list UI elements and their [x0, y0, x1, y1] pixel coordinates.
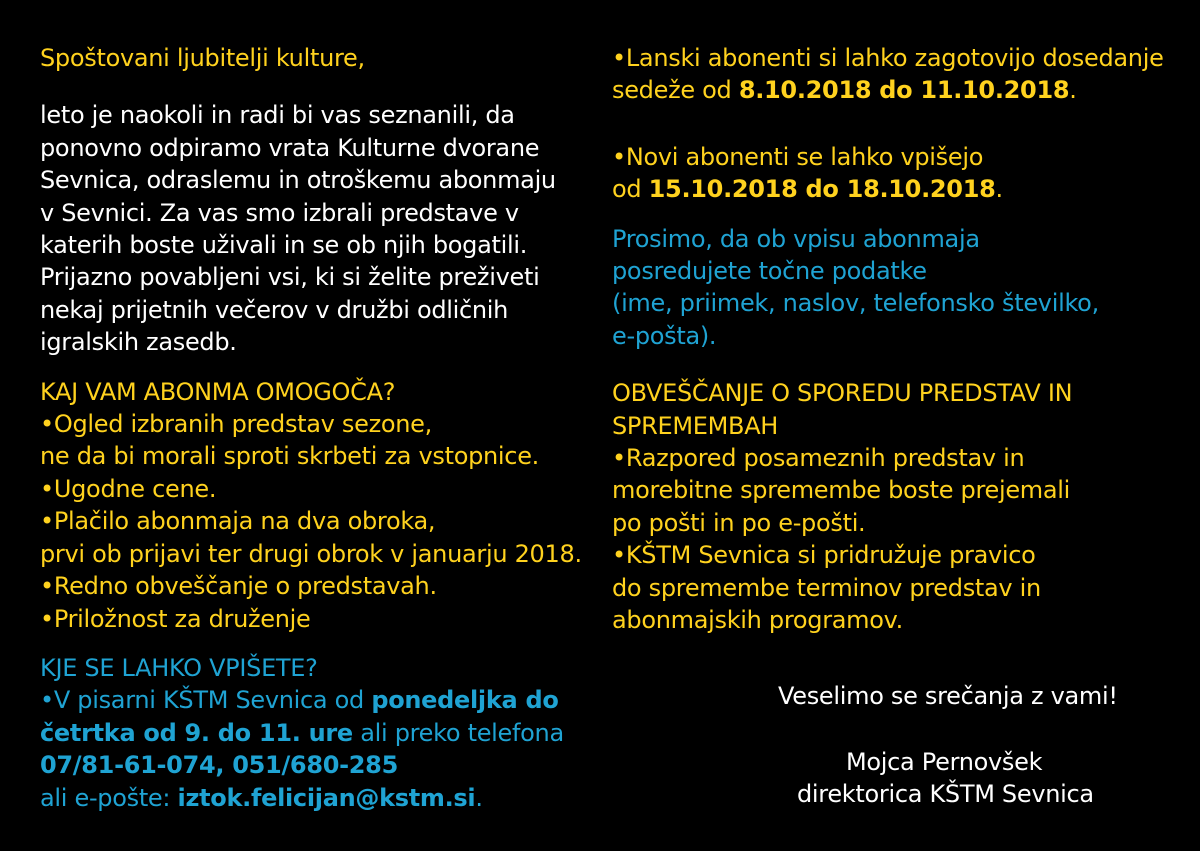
- signature-title: direktorica KŠTM Sevnica: [797, 780, 1094, 808]
- intro-line: v Sevnici. Za vas smo izbrali predstave v: [40, 198, 519, 227]
- prev-subscribers-text: sedeže od: [612, 76, 739, 105]
- intro-line: igralskih zasedb.: [40, 328, 237, 357]
- request-line: Prosimo, da ob vpisu abonmaja: [612, 224, 980, 253]
- notice-item: po pošti in po e-pošti.: [612, 508, 866, 537]
- notice-item: do spremembe terminov predstav in: [612, 573, 1041, 602]
- new-subscribers-text: .: [995, 175, 1003, 204]
- prev-subscribers-dates: 8.10.2018 do 11.10.2018: [738, 76, 1070, 105]
- left-column: [40, 42, 600, 814]
- signup-days: ponedeljka do: [371, 686, 559, 715]
- benefit-item: •Priložnost za druženje: [40, 604, 311, 633]
- notice-heading: OBVEŠČANJE O SPOREDU PREDSTAV IN: [612, 379, 1073, 408]
- prev-subscribers-text: .: [1069, 76, 1077, 105]
- benefit-item: •Ugodne cene.: [40, 474, 217, 503]
- benefit-item: •Plačilo abonmaja na dva obroka,: [40, 507, 436, 536]
- notice-item: •Razpored posameznih predstav in: [612, 444, 1025, 473]
- signature-name: Mojca Pernovšek: [846, 748, 1043, 776]
- signup-text: .: [475, 783, 483, 812]
- signup-text: ali e-pošte:: [40, 783, 178, 812]
- right-column: [612, 42, 1172, 637]
- signup-line: [40, 749, 600, 781]
- signup-hours: četrtka od 9. do 11. ure: [40, 718, 353, 747]
- new-subscribers-text: od: [612, 175, 649, 204]
- benefit-item: •Ogled izbranih predstav sezone,: [40, 410, 432, 439]
- intro-line: nekaj prijetnih večerov v družbi odličnih: [40, 295, 509, 324]
- signup-section: [40, 652, 600, 814]
- intro-line: Prijazno povabljeni vsi, ki si želite preživeti: [40, 263, 540, 292]
- signup-text: ali preko telefona: [352, 718, 564, 747]
- new-subscribers-line: [612, 173, 1172, 205]
- new-subscribers: [612, 141, 1172, 206]
- benefits-section: [40, 376, 600, 635]
- prev-subscribers: [612, 42, 1172, 107]
- signup-line: [40, 782, 600, 814]
- signup-text: •V pisarni KŠTM Sevnica od: [40, 686, 372, 715]
- notice-item: •KŠTM Sevnica si pridružuje pravico: [612, 541, 1036, 570]
- prev-subscribers-line: [612, 74, 1172, 106]
- intro-line: leto je naokoli in radi bi vas seznanili, da: [40, 101, 515, 130]
- intro-line: ponovno odpiramo vrata Kulturne dvorane: [40, 133, 540, 162]
- benefits-heading: KAJ VAM ABONMA OMOGOČA?: [40, 377, 396, 406]
- signup-heading: KJE SE LAHKO VPIŠETE?: [40, 653, 318, 682]
- greeting: Spoštovani ljubitelji kulture,: [40, 44, 365, 72]
- benefit-item: prvi ob prijavi ter drugi obrok v januarju 2018.: [40, 539, 582, 568]
- closing-line: Veselimo se srečanja z vami!: [778, 682, 1118, 710]
- email-address: iztok.felicijan@kstm.si: [177, 783, 476, 812]
- signup-line: [40, 717, 600, 749]
- signup-line: [40, 684, 600, 716]
- request-line: posredujete točne podatke: [612, 257, 927, 286]
- benefit-item: ne da bi morali sproti skrbeti za vstopnice.: [40, 442, 539, 471]
- benefit-item: •Redno obveščanje o predstavah.: [40, 572, 437, 601]
- intro-line: Sevnica, odraslemu in otroškemu abonmaju: [40, 166, 556, 195]
- new-subscribers-dates: 15.10.2018 do 18.10.2018: [648, 175, 996, 204]
- prev-subscribers-line: •Lanski abonenti si lahko zagotovijo dosedanje: [612, 44, 1164, 72]
- notice-item: abonmajskih programov.: [612, 606, 903, 635]
- notice-item: morebitne spremembe boste prejemali: [612, 476, 1071, 505]
- intro-paragraph: [40, 99, 600, 358]
- request-line: (ime, priimek, naslov, telefonsko številko,: [612, 289, 1099, 318]
- phone-numbers: 07/81-61-074, 051/680-285: [40, 751, 398, 780]
- request-line: e-pošta).: [612, 321, 717, 350]
- notice-section: [612, 377, 1172, 636]
- request-paragraph: [612, 223, 1172, 353]
- notice-heading: SPREMEMBAH: [612, 411, 779, 440]
- new-subscribers-line: •Novi abonenti se lahko vpišejo: [612, 142, 984, 171]
- intro-line: katerih boste uživali in se ob njih bogatili.: [40, 231, 528, 260]
